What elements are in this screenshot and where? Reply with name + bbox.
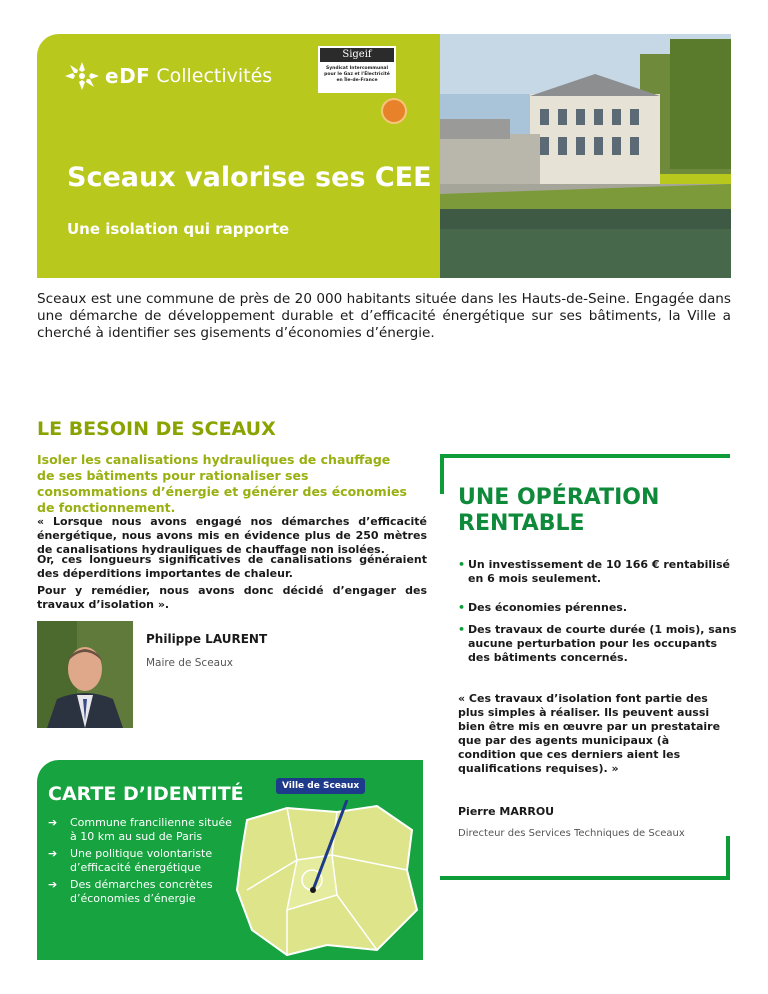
sigeif-logo [318,46,396,93]
sigeif-tagline: Syndicat Intercommunal pour le Gaz et l'Électricité en Île-de-France [324,66,390,83]
frame-top-rule [440,454,730,458]
sigeif-name: Sigeif [320,48,394,62]
arrow-right-icon: ➔ [48,816,58,829]
frame-right-rule [726,836,730,879]
map-label: Ville de Sceaux [276,778,365,794]
mayor-portrait [37,621,133,728]
edf-brand: eDF [105,64,151,88]
mayor-role: Maire de Sceaux [146,657,233,669]
operation-bullet-2: • Des économies pérennes. [458,601,738,615]
frame-left-rule [440,454,444,494]
besoin-heading: LE BESOIN DE SCEAUX [37,418,276,440]
director-quote: « Ces travaux d’isolation font partie des plus simples à réaliser. Ils peuvent aussi bien être mis en œuvre par un prestataire que par des agents municipaux (à condition que ces derniers aient les qualifications requises). » [458,692,721,775]
page-title: Sceaux valorise ses CEE [67,162,432,193]
identity-heading: CARTE D’IDENTITÉ [48,783,244,805]
ile-de-france-map [227,800,423,960]
edf-logo [65,60,285,92]
edf-flame-icon [65,62,99,90]
operation-bullet-1: • Un investissement de 10 166 € rentabilisé en 6 mois seulement. [458,558,738,586]
seal-icon [381,98,407,124]
list-item: ➔ Des démarches concrètes d’économies d’énergie [48,878,213,905]
operation-heading: UNE OPÉRATION RENTABLE [458,485,660,536]
page-subtitle: Une isolation qui rapporte [67,220,290,238]
arrow-right-icon: ➔ [48,878,58,891]
intro-paragraph: Sceaux est une commune de près de 20 000 habitants située dans les Hauts-de-Seine. Engagée dans une démarche de développement durable et d’efficacité énergétique sur ses bâtiments, la Ville a cherché à identifier ses gisements d’économies d’énergie. [37,291,731,341]
building-photo [440,34,731,278]
director-role: Directeur des Services Techniques de Sceaux [458,828,685,839]
besoin-lead: Isoler les canalisations hydrauliques de chauffage de ses bâtiments pour rationaliser ses consommations d’énergie et générer des économies de fonctionnement. [37,452,407,515]
besoin-quote-1: « Lorsque nous avons engagé nos démarches d’efficacité énergétique, nous avons mis en évidence plus de 250 mètres de canalisations hydrauliques de chauffage non isolées. [37,515,427,556]
director-name: Pierre MARROU [458,805,555,818]
mayor-name: Philippe LAURENT [146,632,268,646]
operation-bullet-3: • Des travaux de courte durée (1 mois), sans aucune perturbation pour les occupants des bâtiments concernés. [458,623,738,665]
list-item: ➔ Une politique volontariste d’efficacité énergétique [48,847,213,874]
arrow-right-icon: ➔ [48,847,58,860]
list-item: ➔ Commune francilienne située à 10 km au sud de Paris [48,816,232,843]
besoin-quote-3: Pour y remédier, nous avons donc décidé d’engager des travaux d’isolation ». [37,584,427,611]
identity-list [48,816,234,909]
besoin-quote-2: Or, ces longueurs significatives de canalisations généraient des déperditions importantes de chaleur. [37,553,427,580]
edf-brand-suffix: Collectivités [156,65,273,87]
frame-bottom-rule [440,876,730,880]
